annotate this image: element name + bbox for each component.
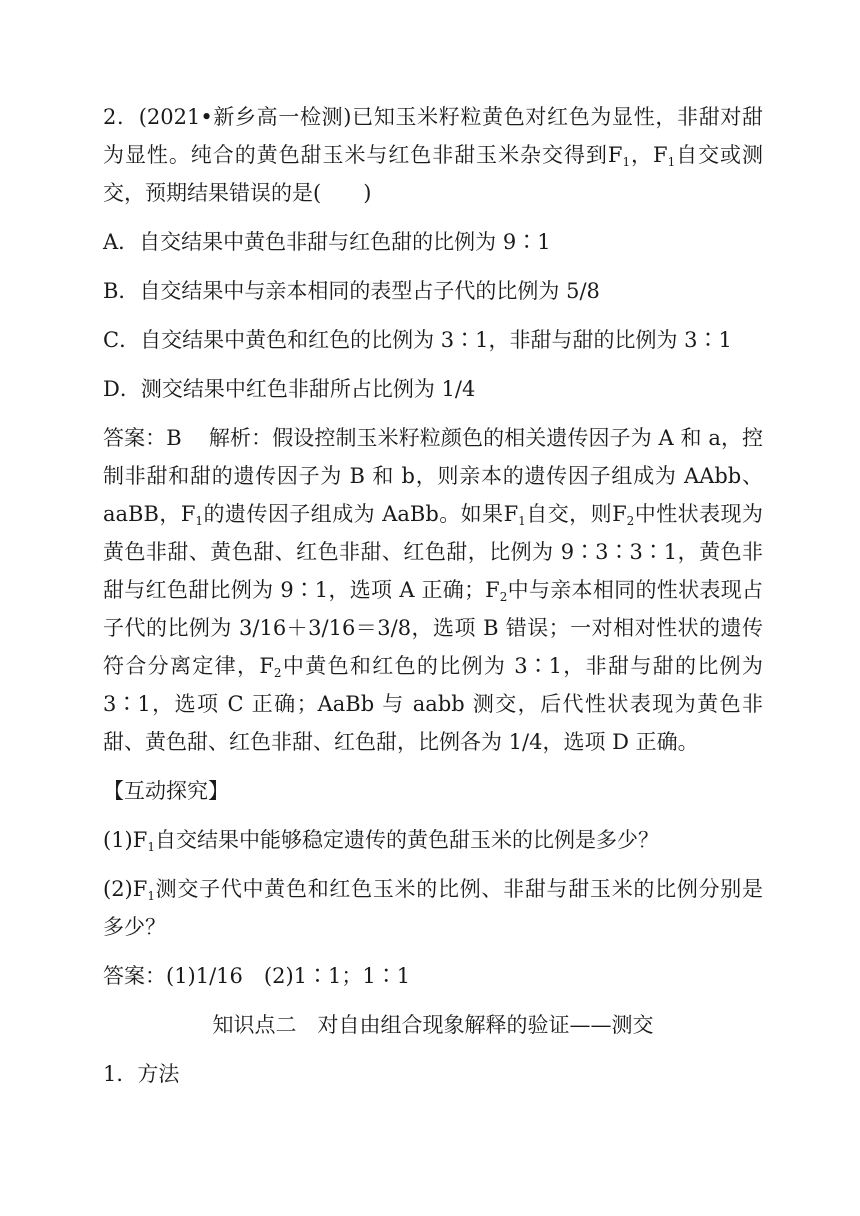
answer-choice: B	[166, 426, 182, 450]
question-stem: 2．(2021•新乡高一检测)已知玉米籽粒黄色对红色为显性，非甜对甜为显性。纯合的黄色甜玉米与红色非甜玉米杂交得到$F_1$，$F_1$自交或测交，预期结果错误的是( )	[103, 105, 764, 205]
option-c: C．自交结果中黄色和红色的比例为 3∶1，非甜与甜的比例为 3∶1	[103, 328, 732, 352]
option-b: B．自交结果中与亲本相同的表型占子代的比例为 5/8	[103, 279, 600, 303]
answer-analysis: 答案：B 解析：假设控制玉米籽粒颜色的相关遗传因子为 A 和 a，控制非甜和甜的遗传因子为 B 和 b，则亲本的遗传因子组成为 AAbb、aaBB，$F_1$的遗传因子组成为 AaBb。如果$F_1$自交，则$F_2$中性状表现为黄色非甜、黄色甜、红色非甜、红色甜，比例为 9∶3∶3∶1，黄色非甜与红色甜比例为 9∶1，选项 A 正确；$F_2$中与亲本相同的性状表现占子代的比例为 3/16＋3/16＝3/8，选项 B 错误；一对相对性状的遗传符合分离定律，$F_2$中黄色和红色的比例为 3∶1，非甜与甜的比例为 3∶1，选项 C 正确；AaBb 与 aabb 测交，后代性状表现为黄色非甜、黄色甜、红色非甜、红色甜，比例各为 1/4，选项 D 正确。	[103, 426, 764, 754]
section-heading: 知识点二 对自由组合现象解释的验证——测交	[212, 1013, 654, 1037]
question-number: 2．	[103, 105, 139, 129]
document-page	[103, 98, 763, 1104]
explore-question-1: $(1)F_1$自交结果中能够稳定遗传的黄色甜玉米的比例是多少？	[103, 828, 659, 854]
explore-answer: 答案：(1)1/16 (2)1∶1；1∶1	[103, 964, 411, 988]
explore-title: 【互动探究】	[103, 779, 229, 803]
option-a: A．自交结果中黄色非甜与红色甜的比例为 9∶1	[103, 230, 551, 254]
question-source: (2021•新乡高一检测)	[138, 105, 352, 129]
explore-question-2: $(2)F_1$测交子代中黄色和红色玉米的比例、非甜与甜玉米的比例分别是多少？	[103, 877, 763, 939]
section-item-1: 1．方法	[103, 1062, 180, 1086]
option-d: D．测交结果中红色非甜所占比例为 1/4	[103, 377, 476, 401]
